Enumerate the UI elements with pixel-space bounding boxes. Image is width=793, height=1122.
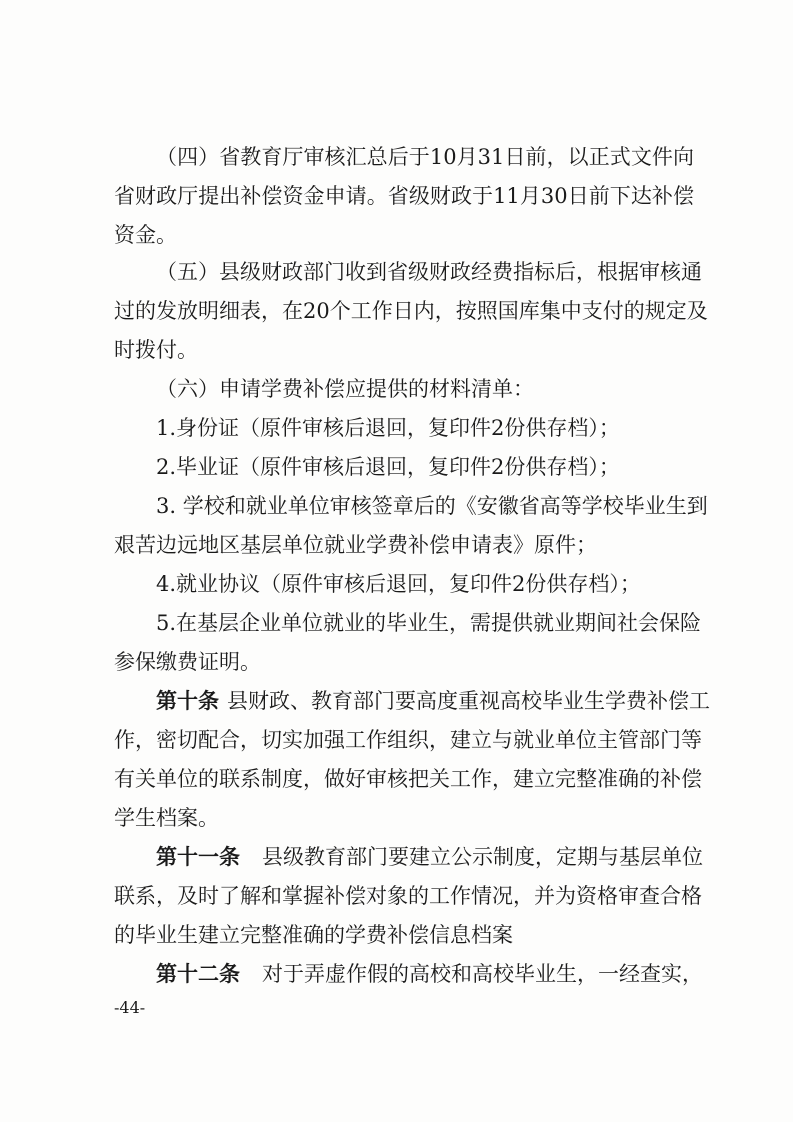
paragraph-5-line-2: 过的发放明细表，在20个工作日内，按照国库集中支付的规定及	[114, 299, 708, 323]
paragraph-6-heading: （六）申请学费补偿应提供的材料清单：	[156, 377, 534, 401]
article-10-line-1: 县财政、教育部门要高度重视高校毕业生学费补偿工	[227, 689, 710, 713]
article-10-line-3: 有关单位的联系制度，做好审核把关工作，建立完整准确的补偿	[114, 767, 702, 791]
article-11-line-3: 的毕业生建立完整准确的学费补偿信息档案	[114, 923, 513, 947]
article-11-line-2: 联系，及时了解和掌握补偿对象的工作情况，并为资格审查合格	[114, 884, 702, 908]
list-item-3-line-2: 艰苦边远地区基层单位就业学费补偿申请表》原件；	[114, 533, 597, 557]
list-item-1: 1.身份证（原件审核后退回，复印件2份供存档）；	[156, 416, 620, 440]
article-10-heading: 第十条	[156, 688, 219, 713]
article-10-line-4: 学生档案。	[114, 806, 219, 830]
list-item-5-line-1: 5.在基层企业单位就业的毕业生，需提供就业期间社会保险	[156, 611, 702, 635]
paragraph-4-line-3: 资金。	[114, 223, 177, 247]
article-12-line-1: 对于弄虚作假的高校和高校毕业生，一经查实，	[262, 962, 703, 986]
paragraph-4-line-1: （四）省教育厅审核汇总后于10月31日前，以正式文件向	[156, 145, 694, 169]
paragraph-4-line-2: 省财政厅提出补偿资金申请。省级财政于11月30日前下达补偿	[114, 184, 694, 208]
article-10-line-2: 作，密切配合，切实加强工作组织，建立与就业单位主管部门等	[114, 728, 702, 752]
page-number: -44-	[114, 998, 146, 1017]
list-item-4: 4.就业协议（原件审核后退回，复印件2份供存档）；	[156, 572, 641, 596]
list-item-2: 2.毕业证（原件审核后退回，复印件2份供存档）；	[156, 455, 620, 479]
list-item-5-line-2: 参保缴费证明。	[114, 650, 261, 674]
paragraph-5-line-3: 时拨付。	[114, 338, 198, 362]
list-item-3-line-1: 3. 学校和就业单位审核签章后的《安徽省高等学校毕业生到	[156, 494, 708, 518]
article-11-heading: 第十一条	[156, 844, 240, 869]
paragraph-5-line-1: （五）县级财政部门收到省级财政经费指标后，根据审核通	[156, 260, 702, 284]
article-12-heading: 第十二条	[156, 961, 240, 986]
article-11-line-1: 县级教育部门要建立公示制度，定期与基层单位	[262, 845, 703, 869]
